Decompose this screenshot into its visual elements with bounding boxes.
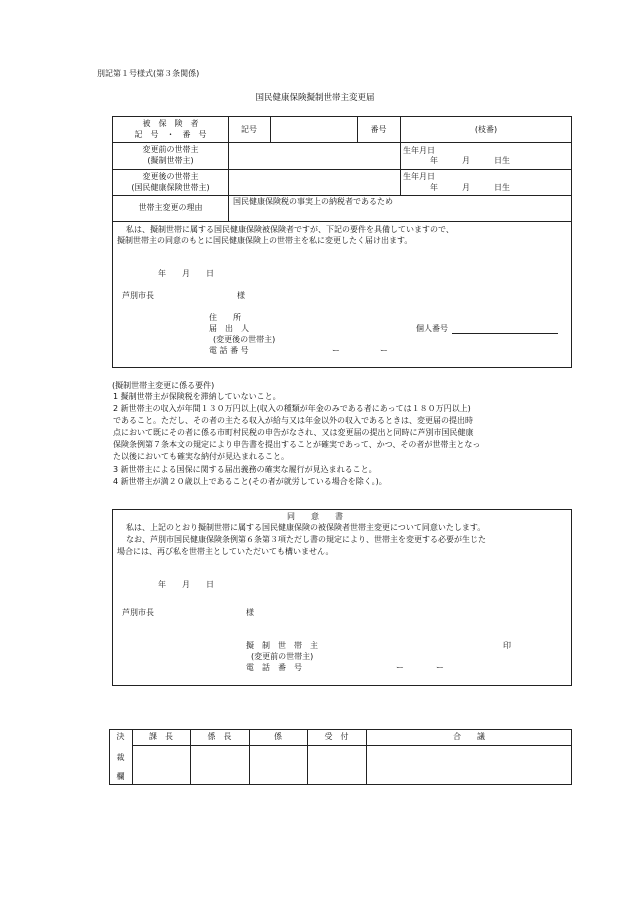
approval-header-subsection-chief: 係 長: [207, 732, 232, 741]
seal-mark: 印: [503, 641, 511, 650]
form-number: 別記第１号様式(第３条関係): [97, 69, 200, 78]
requirement-item: 点において既にその者に係る市町村民税の申告がなされ、又は変更届の提出と同時に芦別市国民健康: [113, 428, 474, 437]
before-birth-date: 年 月 日生: [430, 156, 510, 165]
personal-number-field[interactable]: [452, 323, 558, 334]
insured-label-line1: 被 保 険 者: [142, 119, 199, 128]
consent-phone-separators: ー ー: [396, 663, 444, 672]
consent-mayor-label: 芦別市長: [122, 608, 154, 617]
reason-label: 世帯主変更の理由: [138, 203, 203, 212]
approval-header-staff: 係: [274, 732, 282, 741]
requirement-item: 保険条例第７条本文の規定により申告書を提出することが確実であって、かつ、その者が世帯主となっ: [113, 440, 481, 449]
consent-date: 年 月 日: [158, 580, 214, 589]
consent-line3: 場合には、再び私を世帯主としていただいても構いません。: [117, 547, 334, 556]
phone-label: 電 話 番 号: [209, 346, 249, 355]
branch-number-label: (枝番): [474, 125, 498, 134]
consent-line1: 私は、上記のとおり擬制世帯に属する国民健康保険の被保険者世帯主変更について同意いたします。: [126, 523, 486, 532]
consent-head-sublabel: (変更前の世帯主): [251, 652, 314, 661]
reason-value: 国民健康保険税の事実上の納税者であるため: [233, 197, 393, 206]
mayor-honorific: 様: [237, 291, 245, 300]
approval-side-char: 欄: [116, 772, 125, 781]
phone-separators: ー ー: [332, 346, 388, 355]
mayor-label: 芦別市長: [122, 291, 154, 300]
address-label: 住 所: [209, 313, 241, 322]
notifier-sublabel: (変更後の世帯主): [213, 335, 276, 344]
requirement-item: 2 新世帯主の収入が年間１３０万円以上(収入の種類が年金のみである者にあっては１８０万円以上): [113, 404, 471, 413]
symbol-label: 記号: [241, 125, 257, 134]
declaration-line1: 私は、擬制世帯に属する国民健康保険被保険者ですが、下記の要件を具備していますので、: [126, 225, 454, 234]
requirement-item: であること。ただし、その者の主たる収入が給与又は年金以外の収入であるときは、変更届の提出時: [113, 416, 473, 425]
consent-line2: なお、芦別市国民健康保険条例第６条第３項ただし書の規定により、世帯主を変更する必要が生じた: [126, 535, 486, 544]
declaration-line2: 擬制世帯主の同意のもとに国民健康保険上の世帯主を私に変更したく届け出ます。: [117, 236, 413, 245]
number-label: 番号: [370, 125, 387, 134]
approval-side-char: 決: [116, 732, 125, 741]
before-head-label-line2: (擬制世帯主): [147, 156, 194, 165]
after-birth-date: 年 月 日生: [430, 183, 510, 192]
approval-header-consultation: 合 議: [453, 732, 485, 741]
before-birth-label: 生年月日: [403, 146, 435, 155]
after-birth-label: 生年月日: [403, 172, 435, 181]
personal-number-label: 個人番号: [416, 324, 448, 333]
consent-head-label: 擬 制 世 帯 主: [246, 641, 318, 650]
requirement-item: 3 新世帯主による国保に関する届出義務の確実な履行が見込まれること。: [113, 465, 377, 474]
requirement-item: た以後においても確実な納付が見込まれること。: [113, 452, 289, 461]
after-head-label-line2: (国民健康保険世帯主): [131, 183, 210, 192]
consent-phone-label: 電 話 番 号: [246, 663, 302, 672]
requirement-item: 4 新世帯主が満２０歳以上であること(その者が就労している場合を除く。)。: [113, 477, 387, 486]
approval-header-reception: 受 付: [324, 732, 349, 741]
form-title: 国民健康保険擬制世帯主変更届: [255, 93, 375, 103]
consent-mayor-honorific: 様: [246, 608, 254, 617]
declaration-date: 年 月 日: [158, 269, 214, 278]
after-head-label-line1: 変更後の世帯主: [142, 172, 199, 181]
consent-title: 同 意 書: [287, 512, 343, 521]
requirement-item: 1 擬制世帯主が保険税を滞納していないこと。: [113, 392, 281, 401]
before-head-label-line1: 変更前の世帯主: [142, 145, 199, 154]
approval-side-char: 裁: [116, 753, 125, 762]
notifier-label: 届 出 人: [209, 324, 249, 333]
requirements-heading: (擬制世帯主変更に係る要件): [112, 381, 215, 390]
approval-header-section-chief: 課 長: [149, 732, 173, 741]
insured-label-line2: 記 号 ・ 番 号: [134, 130, 207, 139]
